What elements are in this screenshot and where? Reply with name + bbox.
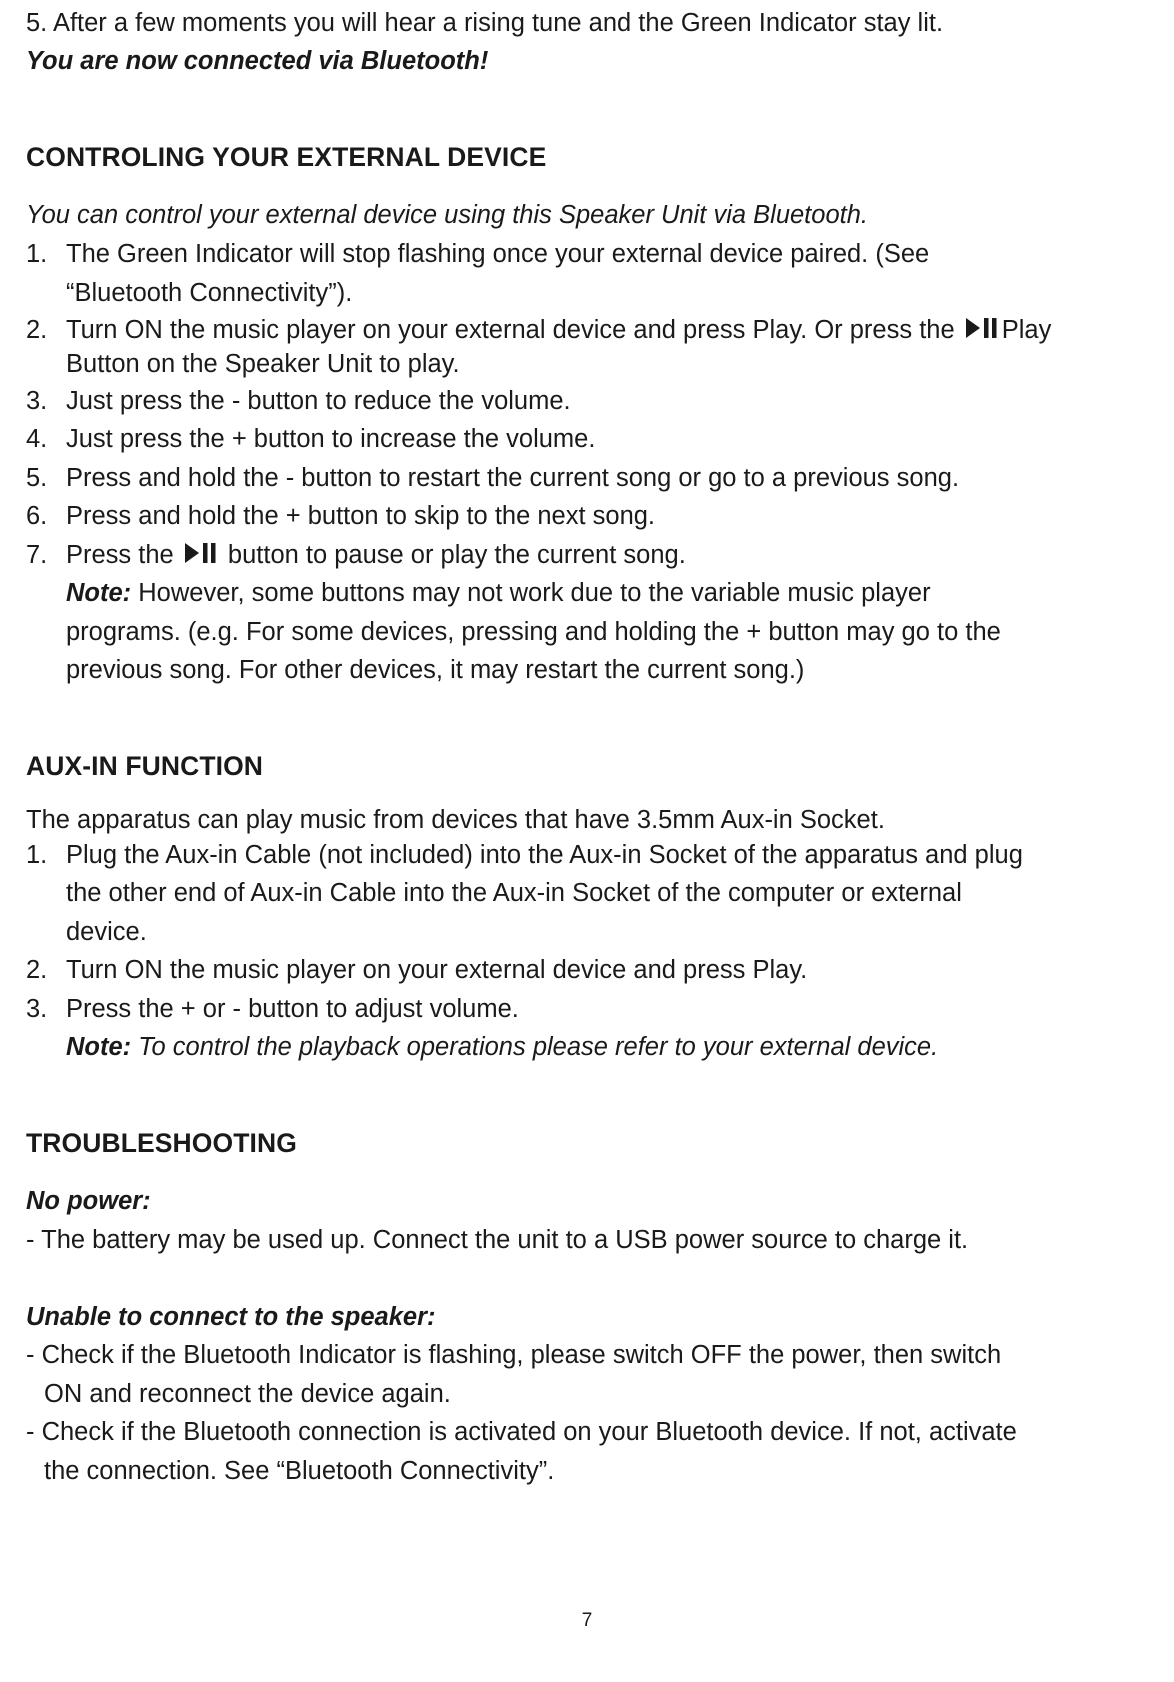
- page-number: 7: [581, 1610, 593, 1631]
- unable-connect-item: ON and reconnect the device again.: [44, 1380, 451, 1408]
- list-item-number: 7.: [26, 541, 48, 569]
- list-item-number: 5.: [26, 464, 48, 492]
- section-heading-troubleshooting: TROUBLESHOOTING: [26, 1128, 297, 1158]
- note-label: Note:: [66, 1033, 132, 1061]
- list-item-text: [66, 535, 686, 576]
- controlling-note: [66, 573, 931, 614]
- aux-lead: The apparatus can play music from devices that have 3.5mm Aux-in Socket.: [26, 806, 885, 834]
- list-item-number: 2.: [26, 316, 48, 344]
- list-item-text-part: button to pause or play the current song.: [227, 541, 686, 569]
- list-item-text: Press and hold the - button to restart the current song or go to a previous song.: [66, 464, 960, 492]
- list-item-text: the other end of Aux-in Cable into the Aux-in Socket of the computer or external: [66, 879, 962, 907]
- list-item-text: Just press the - button to reduce the volume.: [66, 387, 571, 415]
- list-item-text: Press the + or - button to adjust volume.: [66, 995, 519, 1023]
- list-item-text: “Bluetooth Connectivity”).: [66, 279, 353, 307]
- manual-page: [26, 0, 1156, 1682]
- play-pause-icon: [183, 541, 219, 565]
- list-item-text: device.: [66, 918, 147, 946]
- list-item-text: Press and hold the + button to skip to the next song.: [66, 502, 656, 530]
- list-item-number: 4.: [26, 425, 48, 453]
- list-item-text: The Green Indicator will stop flashing once your external device paired. (See: [66, 240, 930, 268]
- unable-connect-item: - Check if the Bluetooth Indicator is flashing, please switch OFF the power, then switch: [26, 1341, 1002, 1369]
- section-heading-controlling: CONTROLING YOUR EXTERNAL DEVICE: [26, 142, 547, 172]
- no-power-title: No power:: [26, 1187, 151, 1215]
- note-text: previous song. For other devices, it may restart the current song.): [66, 656, 805, 684]
- note-text: However, some buttons may not work due to the variable music player: [138, 579, 931, 607]
- unable-connect-item: - Check if the Bluetooth connection is activated on your Bluetooth device. If not, activate: [26, 1418, 1017, 1446]
- list-item-text-part: Turn ON the music player on your external device and press Play. Or press the: [66, 316, 955, 344]
- list-item-text: Turn ON the music player on your external device and press Play.: [66, 956, 808, 984]
- unable-connect-title: Unable to connect to the speaker:: [26, 1303, 436, 1331]
- connected-message: You are now connected via Bluetooth!: [26, 47, 489, 75]
- list-item-number: 3.: [26, 995, 48, 1023]
- note-text: To control the playback operations please refer to your external device.: [138, 1033, 939, 1061]
- list-item-number: 1.: [26, 841, 48, 869]
- play-pause-icon: [964, 316, 1000, 340]
- list-item-text-part: Play: [1001, 316, 1052, 344]
- no-power-text: - The battery may be used up. Connect the unit to a USB power source to charge it.: [26, 1226, 969, 1254]
- list-item-number: 1.: [26, 240, 48, 268]
- note-text: programs. (e.g. For some devices, pressing and holding the + button may go to the: [66, 618, 1001, 646]
- list-item-text-part: Press the: [66, 541, 174, 569]
- aux-note: [66, 1027, 938, 1068]
- unable-connect-item: the connection. See “Bluetooth Connectivity”.: [44, 1457, 555, 1485]
- list-item-number: 6.: [26, 502, 48, 530]
- list-item-text: Just press the + button to increase the volume.: [66, 425, 596, 453]
- list-item-text: Plug the Aux-in Cable (not included) into the Aux-in Socket of the apparatus and plug: [66, 841, 1023, 869]
- controlling-lead: You can control your external device using this Speaker Unit via Bluetooth.: [26, 201, 868, 229]
- list-item-number: 2.: [26, 956, 48, 984]
- list-item-text: Button on the Speaker Unit to play.: [66, 350, 460, 378]
- list-item-number: 3.: [26, 387, 48, 415]
- intro-step-5: 5. After a few moments you will hear a rising tune and the Green Indicator stay lit.: [26, 9, 944, 37]
- section-heading-aux: AUX-IN FUNCTION: [26, 751, 264, 781]
- note-label: Note:: [66, 579, 132, 607]
